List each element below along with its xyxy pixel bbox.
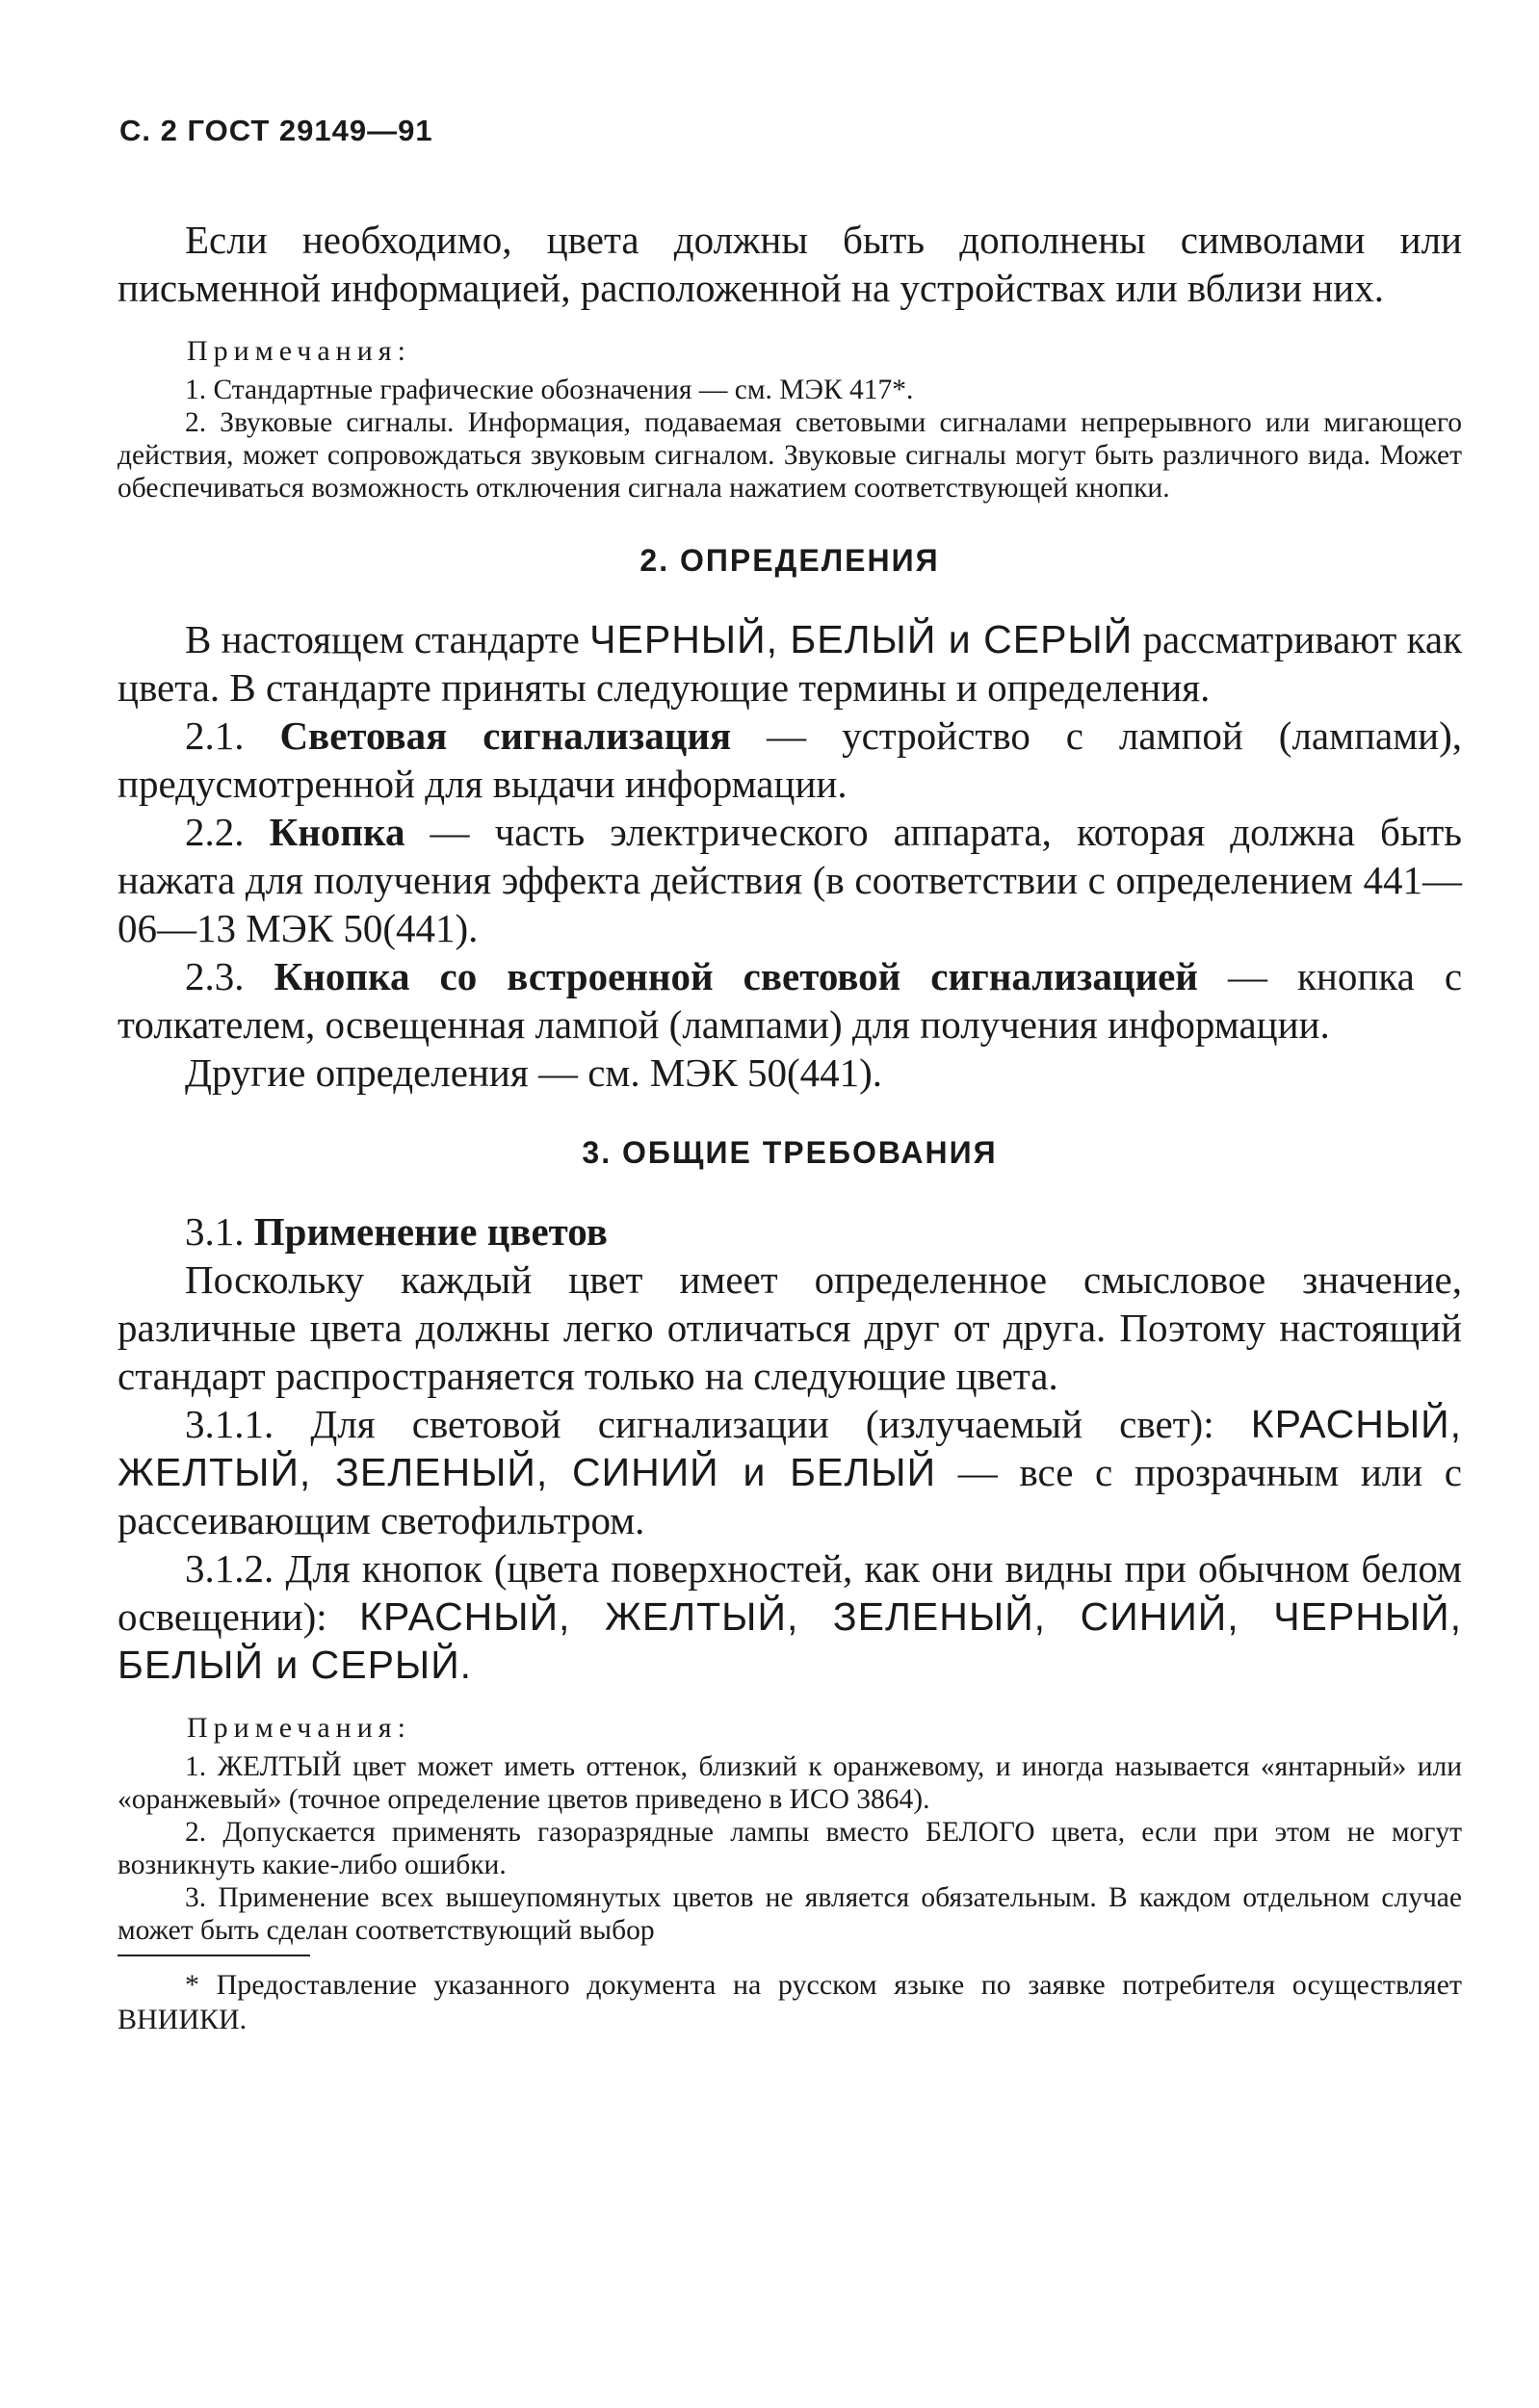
- note-item: 1. Стандартные графические обозначения — см. МЭК 417*.: [185, 375, 914, 405]
- note-item: 2. Звуковые сигналы. Информация, подаваемая световыми сигналами непрерывного или мигающего действия, может сопровождаться звуковым сигналом. Звуковые сигналы могут быть различного вида. Может обеспечиваться возможность отключения сигнала нажатием соответствующей кнопки.: [117, 407, 1462, 504]
- paragraph: 3.1.1. Для световой сигнализации (излучаемый свет): КРАСНЫЙ, ЖЕЛТЫЙ, ЗЕЛЕНЫЙ, СИНИЙ и БЕЛЫЙ — все с прозрачным или с рассеивающим светофильтром.: [117, 1402, 1463, 1542]
- note-item: 1. ЖЕЛТЫЙ цвет может иметь оттенок, близкий к оранжевому, и иногда называется «янтарный» или «оранжевый» (точное определение цветов приведено в ИСО 3864).: [117, 1751, 1462, 1815]
- definitions-intro: В настоящем стандарте ЧЕРНЫЙ, БЕЛЫЙ и СЕРЫЙ рассматривают как цвета. В стандарте приняты следующие термины и определения.: [117, 617, 1462, 710]
- note-item: 3. Применение всех вышеупомянутых цветов не является обязательным. В каждом отдельном случае может быть сделан соответствующий выбор: [117, 1882, 1462, 1946]
- note-item: 2. Допускается применять газоразрядные лампы вместо БЕЛОГО цвета, если при этом не могут возникнуть какие-либо ошибки.: [117, 1817, 1462, 1880]
- definition-item: 2.2. Кнопка — часть электрического аппарата, которая должна быть нажата для получения эффекта действия (в соответствии с определением 441—06—13 МЭК 50(441).: [117, 810, 1463, 950]
- notes-title: Примечания:: [187, 335, 411, 367]
- paragraph: Поскольку каждый цвет имеет определенное смысловое значение, различные цвета должны легко отличаться друг от друга. Поэтому настоящий стандарт распространяется только на следующие цвета.: [117, 1257, 1462, 1398]
- footnote-divider: [117, 1955, 310, 1956]
- subsection-title: 3.1. Применение цветов: [185, 1209, 608, 1254]
- definition-item: 2.1. Световая сигнализация — устройство с лампой (лампами), предусмотренной для выдачи информации.: [117, 713, 1462, 806]
- definition-term: Кнопка: [269, 810, 405, 854]
- page-header: С. 2 ГОСТ 29149—91: [119, 114, 433, 147]
- paragraph: 3.1.2. Для кнопок (цвета поверхностей, как они видны при обычном белом освещении): КРАСНЫЙ, ЖЕЛТЫЙ, ЗЕЛЕНЫЙ, СИНИЙ, ЧЕРНЫЙ, БЕЛЫЙ и СЕРЫЙ.: [117, 1546, 1463, 1687]
- footnote: * Предоставление указанного документа на русском языке по заявке потребителя осуществляет ВНИИКИ.: [117, 1969, 1462, 2035]
- notes-title: Примечания:: [187, 1712, 411, 1744]
- definition-item: 2.3. Кнопка со встроенной световой сигнализацией — кнопка с толкателем, освещенная лампой (лампами) для получения информации.: [117, 954, 1463, 1047]
- other-definitions: Другие определения — см. МЭК 50(441).: [185, 1050, 883, 1095]
- definition-term: Световая сигнализация: [279, 713, 732, 758]
- section-title: 3. ОБЩИЕ ТРЕБОВАНИЯ: [582, 1135, 998, 1170]
- intro-paragraph: Если необходимо, цвета должны быть дополнены символами или письменной информацией, расположенной на устройствах или вблизи них.: [117, 218, 1462, 310]
- definition-term: Кнопка со встроенной световой сигнализацией: [274, 954, 1198, 998]
- section-title: 2. ОПРЕДЕЛЕНИЯ: [639, 543, 940, 578]
